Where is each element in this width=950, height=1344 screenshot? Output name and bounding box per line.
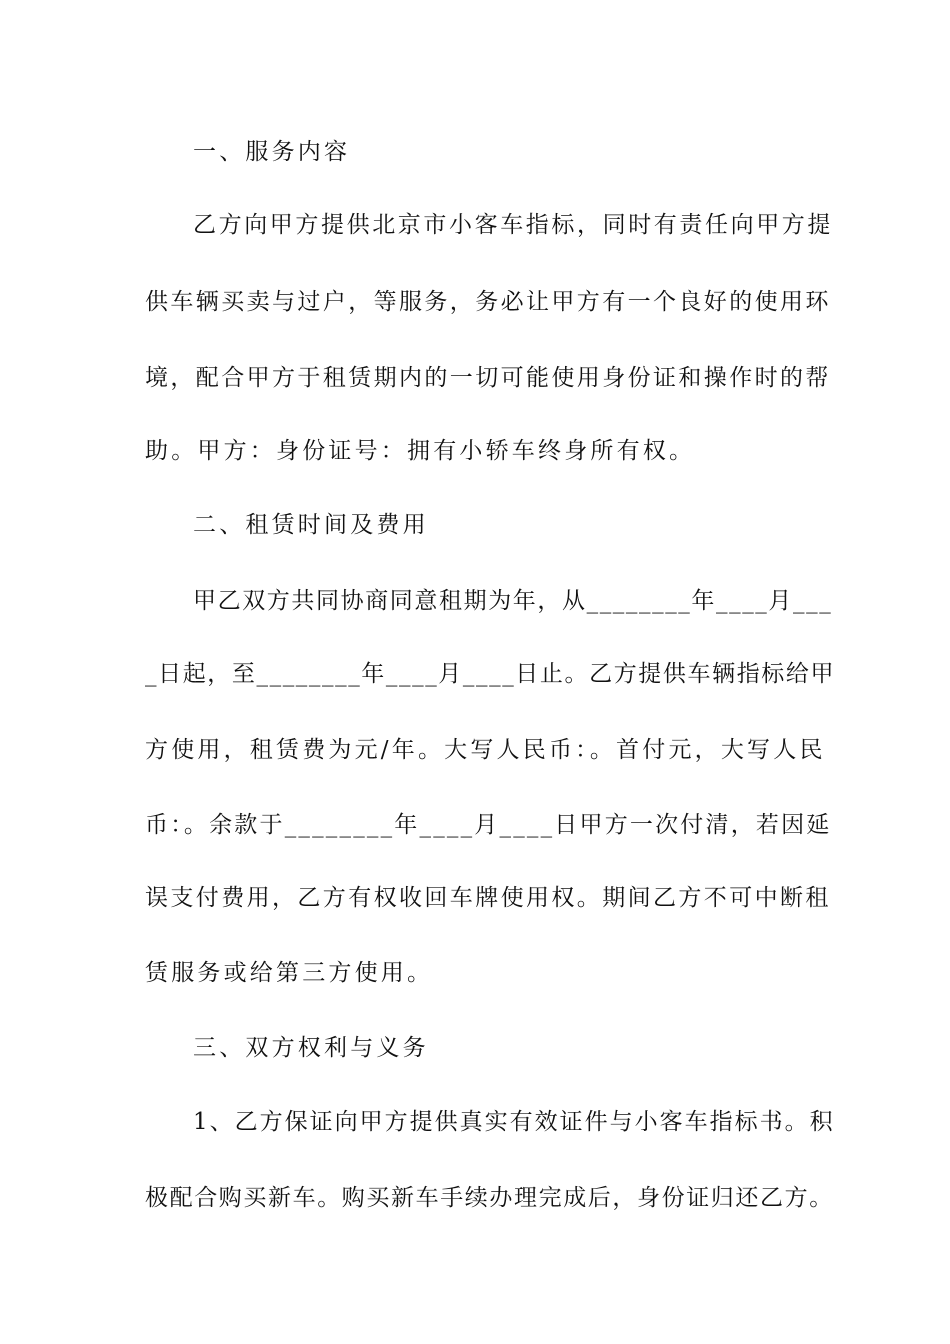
paragraph-line: 供车辆买卖与过户，等服务，务必让甲方有一个良好的使用环: [145, 289, 831, 315]
paragraph-line: 甲乙双方共同协商同意租期为年，从________年____月___: [193, 588, 833, 614]
paragraph-line: 赁服务或给第三方使用。: [145, 960, 434, 986]
section-heading-1: 一、服务内容: [193, 139, 351, 165]
paragraph-line: 乙方向甲方提供北京市小客车指标，同时有责任向甲方提: [193, 212, 833, 238]
paragraph-line: 极配合购买新车。购买新车手续办理完成后，身份证归还乙方。: [145, 1185, 834, 1211]
paragraph-line: 助。甲方：身份证号：拥有小轿车终身所有权。: [145, 438, 696, 464]
section-heading-3: 三、双方权利与义务: [193, 1035, 429, 1061]
paragraph-line: 误支付费用，乙方有权收回车牌使用权。期间乙方不可中断租: [145, 885, 831, 911]
paragraph-line: 方使用，租赁费为元/年。大写人民币：。首付元，大写人民: [145, 737, 826, 763]
paragraph-line: 境，配合甲方于租赁期内的一切可能使用身份证和操作时的帮: [145, 365, 831, 391]
paragraph-line: 币：。余款于________年____月____日甲方一次付清，若因延: [145, 812, 832, 838]
section-heading-2: 二、租赁时间及费用: [193, 512, 429, 538]
paragraph-line: _日起，至________年____月____日止。乙方提供车辆指标给甲: [145, 661, 836, 687]
paragraph-line: 1、乙方保证向甲方提供真实有效证件与小客车指标书。积: [193, 1109, 835, 1135]
